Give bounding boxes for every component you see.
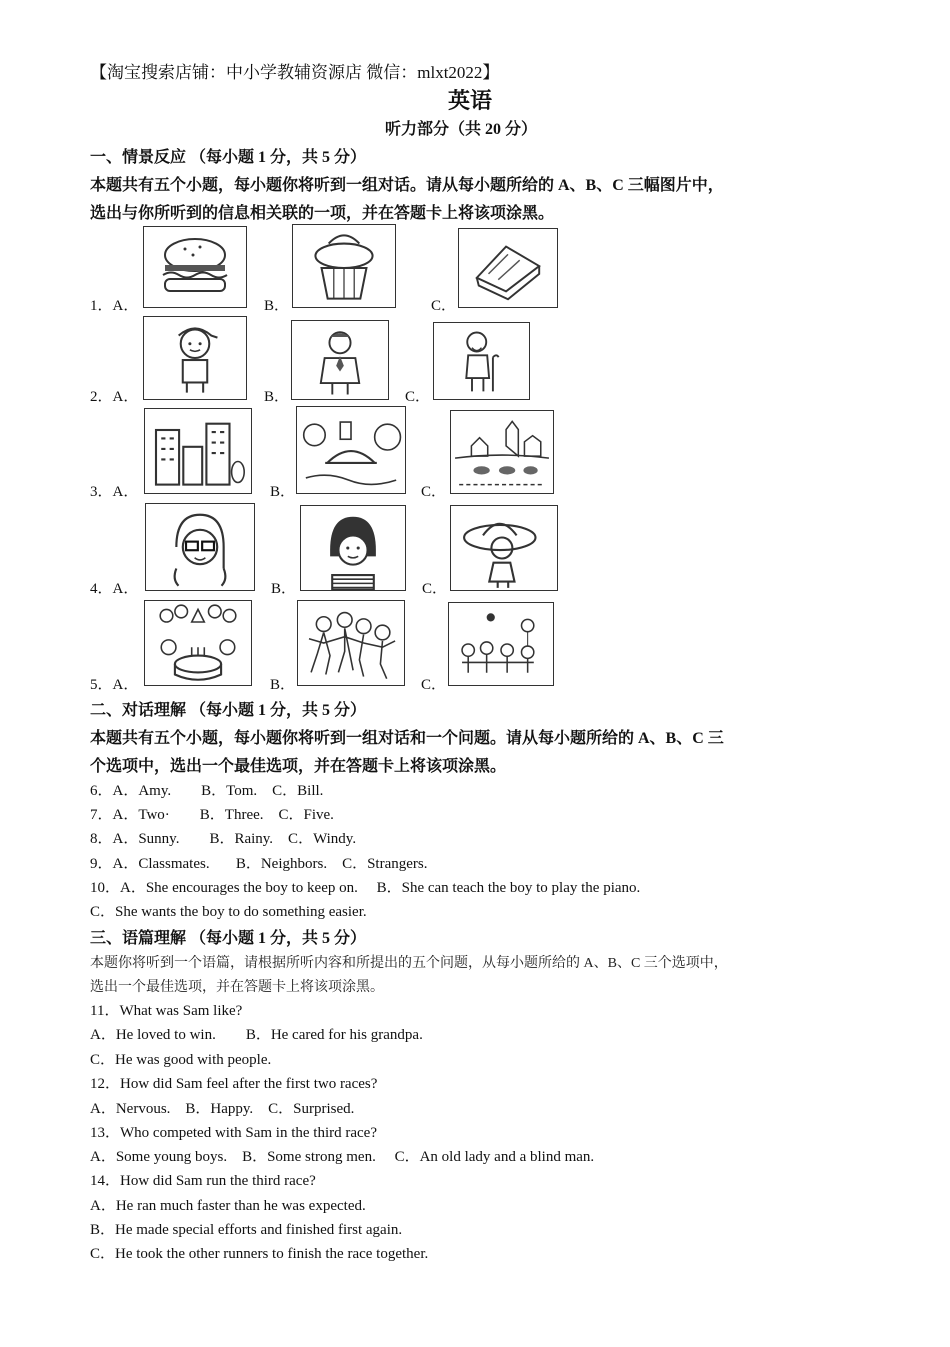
question-11: 11．What was Sam like? — [90, 1003, 243, 1019]
cupcake-icon[interactable] — [292, 224, 396, 308]
question-6: 6．A．Amy. B．Tom. C．Bill. — [90, 783, 324, 799]
option-b-label: B． — [271, 581, 297, 597]
page-title: 英语 — [448, 89, 493, 114]
question-9: 9．A．Classmates. B．Neighbors. C．Strangers. — [90, 856, 428, 872]
question-12-options: A．Nervous. B．Happy. C．Surprised. — [90, 1101, 355, 1117]
boy-with-cap-icon[interactable] — [143, 316, 247, 400]
option-c-label: C． — [431, 298, 457, 314]
question-14: 14．How did Sam run the third race? — [90, 1173, 316, 1189]
question-10-option-c: C．She wants the boy to do something easier. — [90, 904, 367, 920]
girl-short-hair-icon[interactable] — [300, 505, 406, 591]
section1-instruction: 选出与你所听到的信息相关联的一项，并在答题卡上将该项涂黑。 — [90, 205, 555, 222]
question-number: 2．A． — [90, 389, 139, 405]
question-14-option-a: A．He ran much faster than he was expected. — [90, 1198, 366, 1214]
question-13-options: A．Some young boys. B．Some strong men. C．An old lady and a blind man. — [90, 1149, 595, 1165]
question-12: 12．How did Sam feel after the first two races? — [90, 1076, 378, 1092]
section2-instruction: 本题共有五个小题，每小题你将听到一组对话和一个问题。请从每小题所给的 A、B、C 三 — [90, 730, 724, 747]
option-b-label: B． — [264, 298, 290, 314]
countryside-village-icon[interactable] — [450, 410, 554, 494]
question-7: 7．A．Two· B．Three. C．Five. — [90, 807, 334, 823]
option-c-label: C． — [422, 581, 448, 597]
man-in-suit-icon[interactable] — [291, 320, 389, 400]
section1-instruction: 本题共有五个小题，每小题你将听到一组对话。请从每小题所给的 A、B、C 三幅图片中， — [90, 177, 724, 194]
option-b-label: B． — [264, 389, 290, 405]
question-number: 1．A． — [90, 298, 139, 314]
birthday-party-icon[interactable] — [144, 600, 252, 686]
question-11-options: A．He loved to win. B．He cared for his grandpa. — [90, 1027, 423, 1043]
question-number: 5．A． — [90, 677, 139, 693]
kids-playing-balloons-icon[interactable] — [448, 602, 554, 686]
page-subtitle: 听力部分（共 20 分） — [385, 121, 538, 138]
park-bridge-icon[interactable] — [296, 406, 406, 494]
option-b-label: B． — [270, 677, 296, 693]
girl-with-hat-icon[interactable] — [450, 505, 558, 591]
option-c-label: C． — [405, 389, 431, 405]
question-14-option-b: B．He made special efforts and finished first again. — [90, 1222, 403, 1238]
section1-heading: 一、情景反应 （每小题 1 分，共 5 分） — [90, 149, 367, 166]
question-11-option-c: C．He was good with people. — [90, 1052, 272, 1068]
question-8: 8．A．Sunny. B．Rainy. C．Windy. — [90, 831, 357, 847]
question-13: 13．Who competed with Sam in the third race? — [90, 1125, 377, 1141]
old-man-with-cane-icon[interactable] — [433, 322, 530, 400]
option-c-label: C． — [421, 677, 447, 693]
section3-instruction: 选出一个最佳选项，并在答题卡上将该项涂黑。 — [90, 980, 384, 995]
city-buildings-icon[interactable] — [144, 408, 252, 494]
option-b-label: B． — [270, 484, 296, 500]
question-number: 3．A． — [90, 484, 139, 500]
question-10: 10．A．She encourages the boy to keep on. B．She can teach the boy to play the piano. — [90, 880, 641, 896]
question-14-option-c: C．He took the other runners to finish the race together. — [90, 1246, 429, 1262]
section3-heading: 三、语篇理解 （每小题 1 分，共 5 分） — [90, 930, 367, 947]
section3-instruction: 本题你将听到一个语篇，请根据所听内容和所提出的五个问题，从每小题所给的 A、B、C 三个选项中， — [90, 956, 728, 971]
option-c-label: C． — [421, 484, 447, 500]
header-watermark: 【淘宝搜索店铺：中小学教辅资源店 微信：mlxt2022】 — [90, 63, 500, 82]
question-number: 4．A． — [90, 581, 139, 597]
section2-heading: 二、对话理解 （每小题 1 分，共 5 分） — [90, 702, 367, 719]
children-dancing-icon[interactable] — [297, 600, 405, 686]
section2-instruction: 个选项中，选出一个最佳选项，并在答题卡上将该项涂黑。 — [90, 758, 507, 775]
hamburger-icon[interactable] — [143, 226, 247, 308]
sandwich-icon[interactable] — [458, 228, 558, 308]
girl-with-glasses-icon[interactable] — [145, 503, 255, 591]
